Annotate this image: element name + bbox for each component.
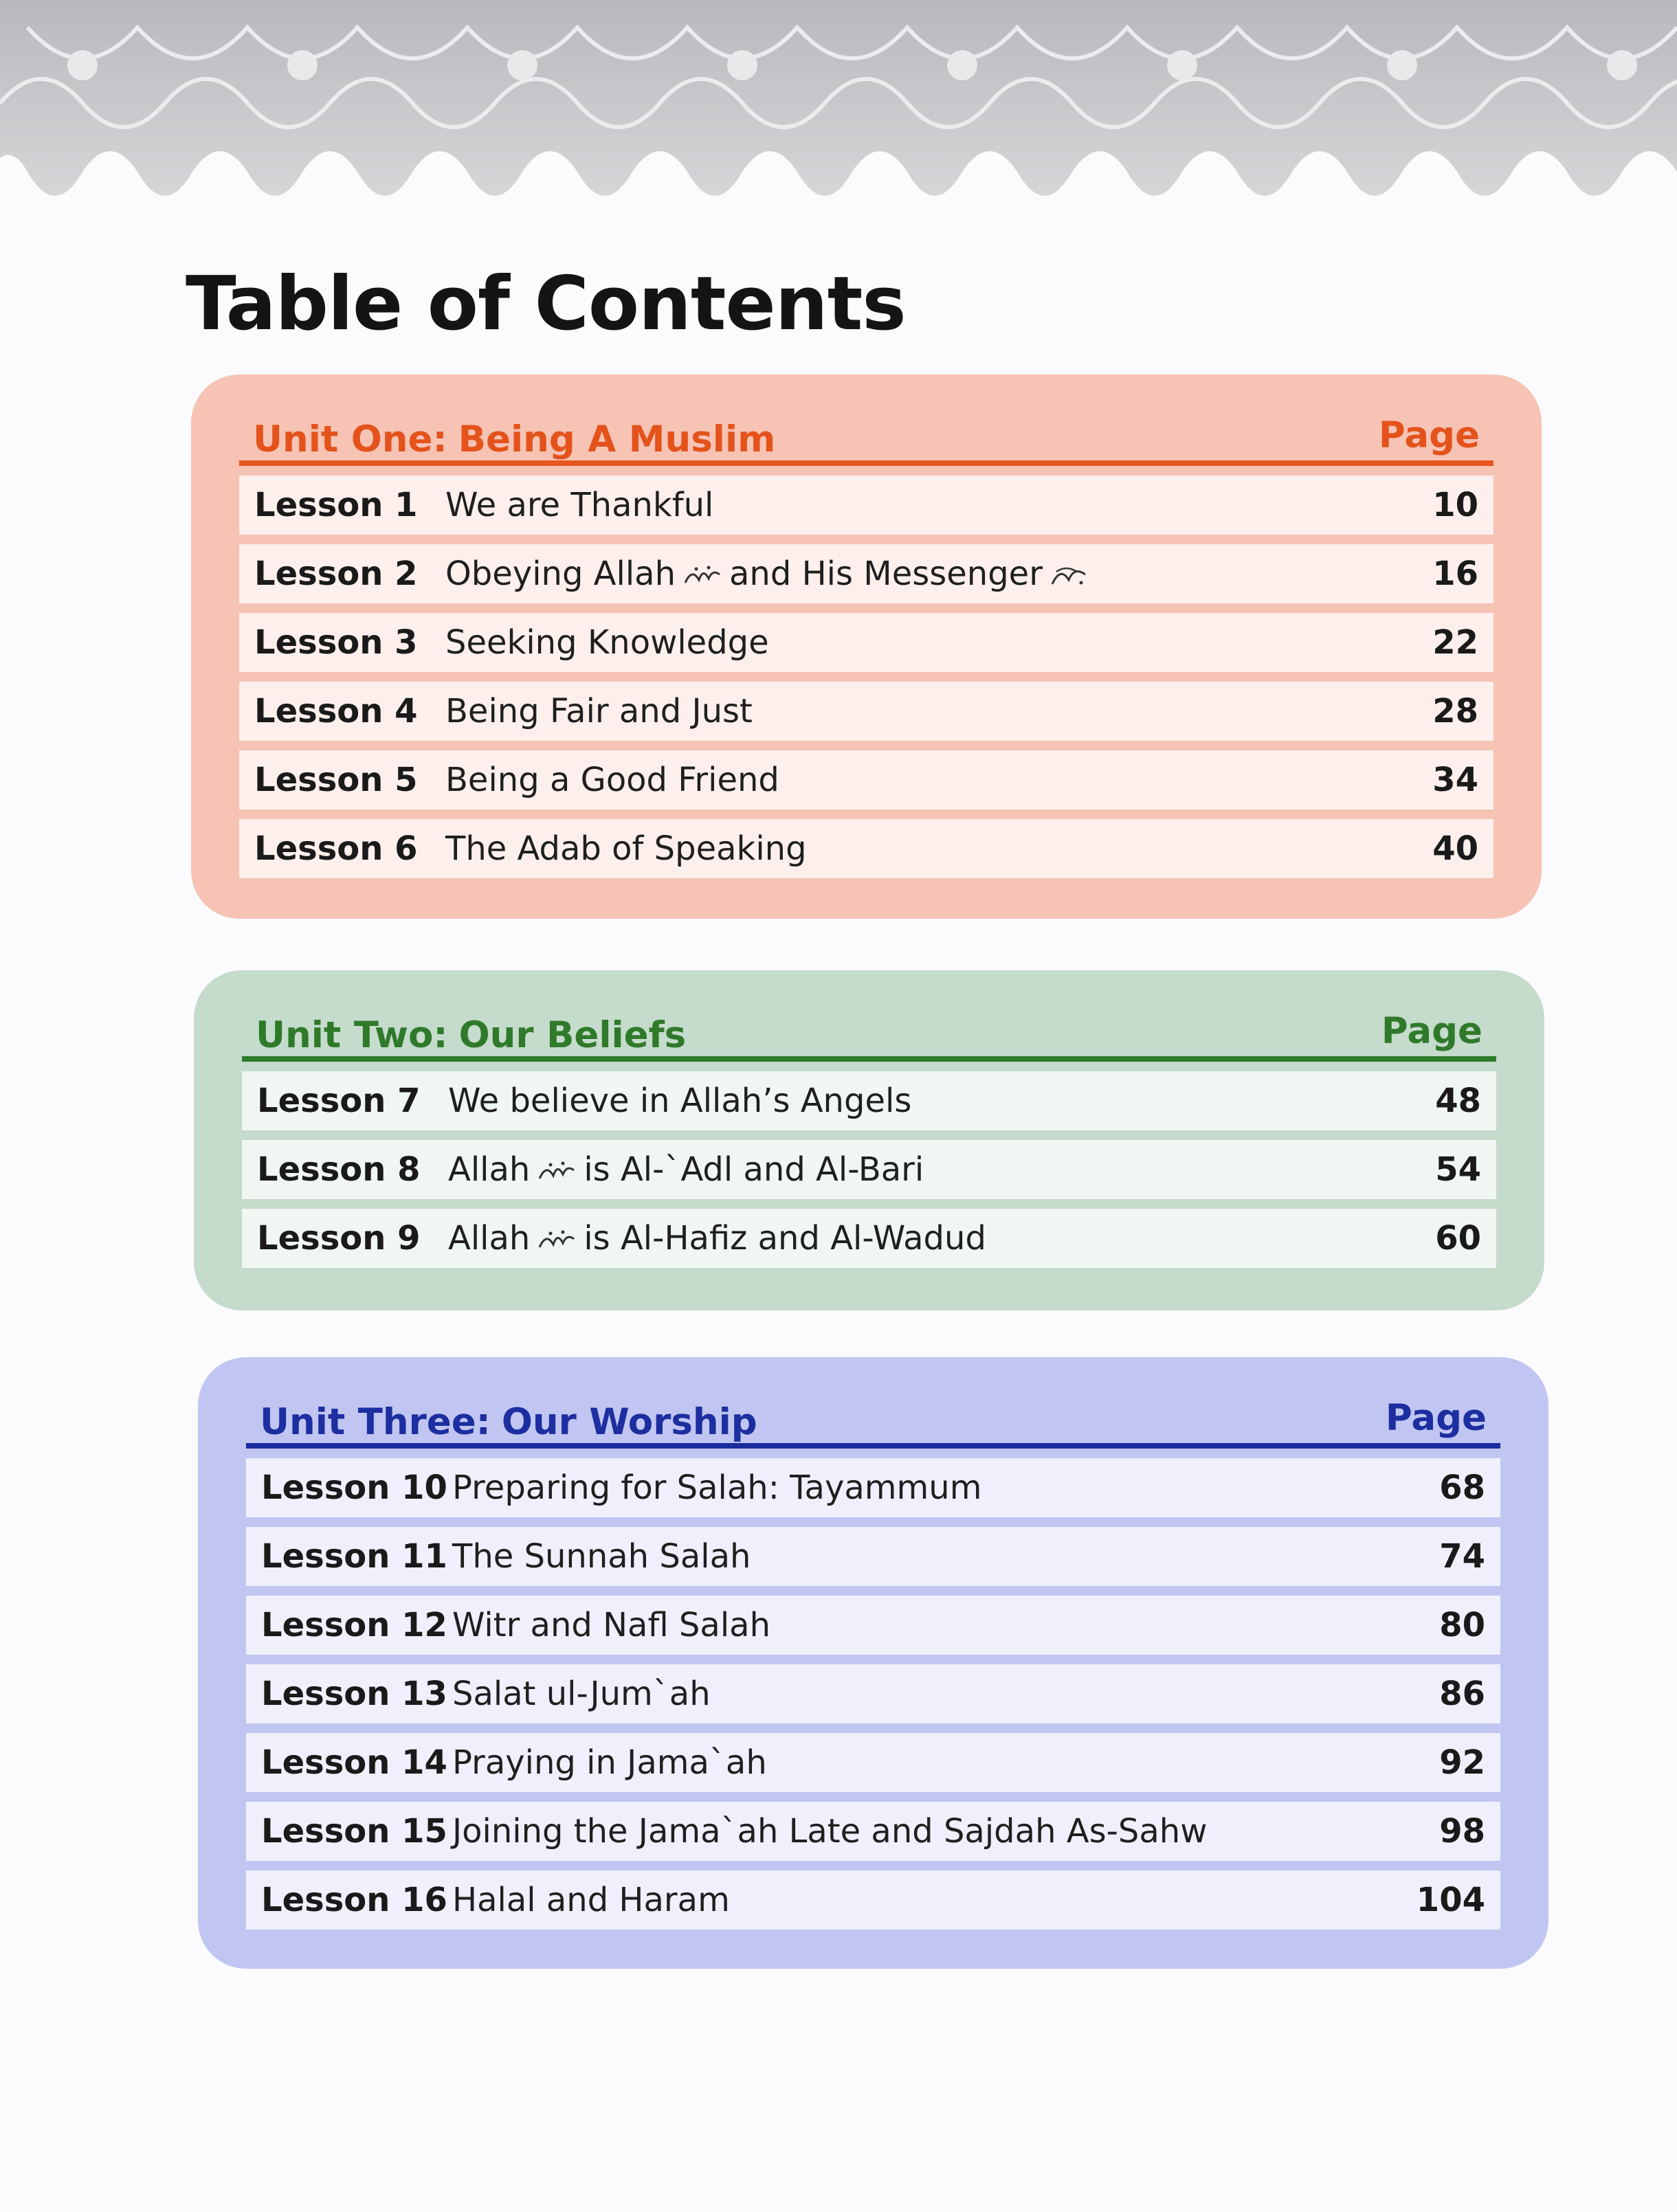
lesson-page: 86 [1439, 1675, 1485, 1713]
lesson-number: Lesson 6 [254, 829, 418, 868]
arabic-honorific-icon [1049, 562, 1089, 590]
unit-header [242, 1005, 1496, 1062]
lesson-title: We are Thankful [445, 486, 714, 524]
lesson-row-11[interactable] [246, 1527, 1500, 1586]
arabic-honorific-icon [537, 1158, 577, 1185]
lesson-title: Halal and Haram [452, 1881, 730, 1919]
lesson-title [445, 555, 1382, 593]
lesson-row-10[interactable] [246, 1458, 1500, 1517]
unit-label: Unit One: [253, 418, 447, 460]
lesson-number: Lesson 3 [254, 623, 418, 662]
lesson-row-1[interactable] [239, 476, 1493, 535]
lesson-title: Salat ul-Jum`ah [452, 1675, 711, 1713]
lesson-number: Lesson 5 [254, 761, 418, 799]
unit-header [239, 409, 1493, 466]
lesson-title: Preparing for Salah: Tayammum [452, 1468, 982, 1507]
lesson-page: 10 [1432, 486, 1478, 524]
unit-two-panel [194, 970, 1544, 1310]
lesson-page: 104 [1416, 1881, 1485, 1919]
lesson-page: 98 [1439, 1812, 1485, 1851]
lesson-page: 92 [1439, 1743, 1485, 1782]
lesson-page: 60 [1435, 1219, 1481, 1258]
lesson-number: Lesson 4 [254, 692, 418, 730]
lesson-title: We believe in Allah’s Angels [448, 1082, 912, 1120]
lesson-row-6[interactable] [239, 819, 1493, 878]
page-column-label: Page [1378, 414, 1480, 456]
lesson-row-16[interactable] [246, 1870, 1500, 1930]
lesson-page: 16 [1432, 555, 1478, 593]
lesson-page: 48 [1435, 1082, 1481, 1120]
lesson-title: Witr and Nafl Salah [452, 1606, 770, 1644]
lesson-page: 54 [1435, 1150, 1481, 1189]
lesson-page: 80 [1439, 1606, 1485, 1644]
unit-name: Our Beliefs [458, 1014, 687, 1056]
lesson-number: Lesson 10 [261, 1468, 447, 1507]
lesson-title [448, 1219, 1385, 1258]
lesson-number: Lesson 15 [261, 1812, 447, 1851]
unit-label: Unit Three: [260, 1401, 491, 1443]
lesson-row-14[interactable] [246, 1733, 1500, 1792]
lesson-title-part: is Al-`Adl and Al-Bari [584, 1150, 924, 1189]
lesson-row-13[interactable] [246, 1664, 1500, 1723]
lesson-row-12[interactable] [246, 1596, 1500, 1655]
lesson-title-part: Allah [448, 1219, 531, 1258]
lesson-title: Seeking Knowledge [445, 623, 769, 662]
lesson-row-15[interactable] [246, 1802, 1500, 1861]
unit-name: Being A Muslim [458, 418, 776, 460]
lesson-title: The Adab of Speaking [445, 829, 807, 868]
page-column-label: Page [1385, 1397, 1487, 1439]
arabic-honorific-icon [537, 1227, 577, 1254]
lesson-title: Praying in Jama`ah [452, 1743, 767, 1782]
lesson-row-8[interactable] [242, 1140, 1496, 1199]
lesson-title [448, 1150, 1385, 1189]
lesson-number: Lesson 1 [254, 486, 418, 524]
lesson-row-3[interactable] [239, 613, 1493, 672]
lesson-row-9[interactable] [242, 1209, 1496, 1268]
lesson-row-4[interactable] [239, 682, 1493, 741]
lesson-title-part: is Al-Hafiz and Al-Wadud [584, 1219, 986, 1258]
lesson-title: Joining the Jama`ah Late and Sajdah As-Sahw [452, 1812, 1208, 1851]
lesson-title-part: and His Messenger [729, 555, 1043, 593]
lesson-number: Lesson 14 [261, 1743, 447, 1782]
lesson-number: Lesson 13 [261, 1675, 447, 1713]
lesson-page: 34 [1432, 761, 1478, 799]
lesson-title: Being a Good Friend [445, 761, 779, 799]
lesson-row-5[interactable] [239, 750, 1493, 809]
lesson-title-part: Allah [448, 1150, 531, 1189]
lesson-number: Lesson 7 [257, 1082, 421, 1120]
lesson-title: Being Fair and Just [445, 692, 753, 730]
unit-header [246, 1392, 1500, 1449]
lesson-page: 22 [1432, 623, 1478, 662]
unit-one-panel [191, 375, 1542, 919]
lesson-page: 68 [1439, 1468, 1485, 1507]
page-column-label: Page [1381, 1010, 1482, 1052]
lesson-number: Lesson 9 [257, 1219, 421, 1258]
lesson-number: Lesson 12 [261, 1606, 447, 1644]
unit-title [256, 1014, 686, 1056]
arabic-honorific-icon [682, 562, 722, 590]
decorative-arabesque-border [0, 0, 1677, 234]
lesson-title: The Sunnah Salah [452, 1537, 751, 1576]
lesson-row-7[interactable] [242, 1071, 1496, 1130]
lesson-page: 74 [1439, 1537, 1485, 1576]
lesson-number: Lesson 11 [261, 1537, 447, 1576]
lesson-row-2[interactable] [239, 544, 1493, 603]
lesson-page: 28 [1432, 692, 1478, 730]
unit-title [260, 1401, 757, 1443]
lesson-title-part: Obeying Allah [445, 555, 676, 593]
unit-title [253, 418, 775, 460]
lesson-page: 40 [1432, 829, 1478, 868]
unit-three-panel [198, 1357, 1548, 1969]
unit-label: Unit Two: [256, 1014, 448, 1056]
lesson-number: Lesson 8 [257, 1150, 421, 1189]
page-title: Table of Contents [186, 261, 906, 347]
lesson-number: Lesson 16 [261, 1881, 447, 1919]
lesson-number: Lesson 2 [254, 555, 418, 593]
unit-name: Our Worship [501, 1401, 757, 1443]
